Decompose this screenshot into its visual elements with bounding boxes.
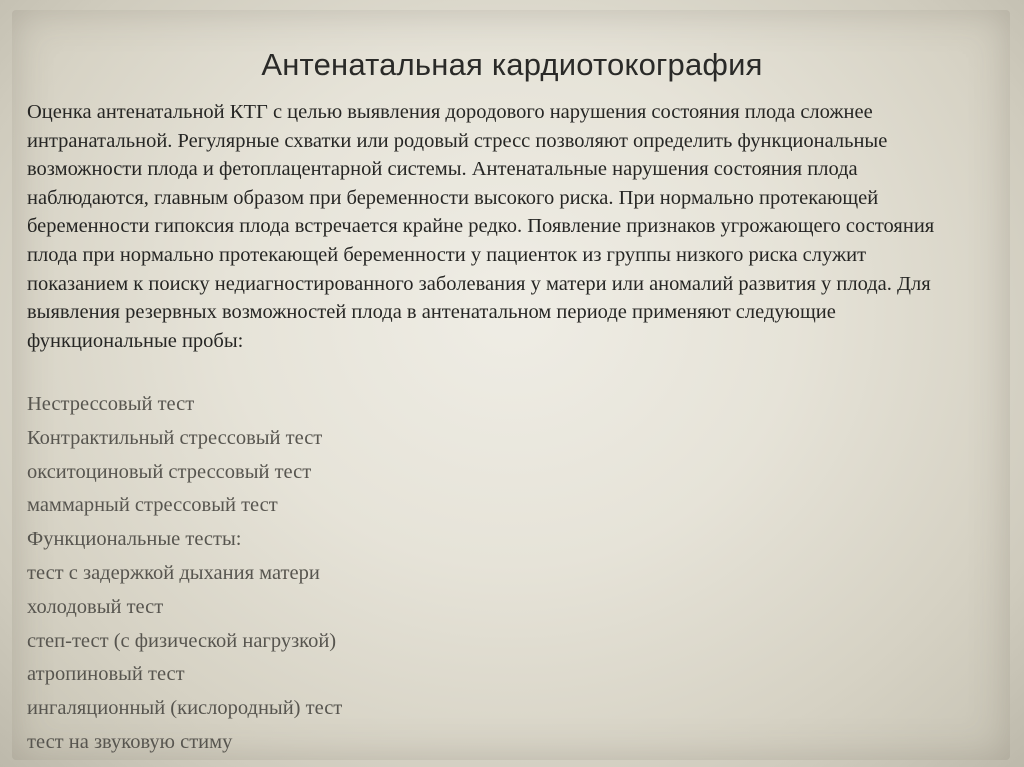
list-item: холодовый тест <box>27 595 164 618</box>
list-item: тест на звуковую стиму <box>27 730 233 753</box>
list-item: степ-тест (с физической нагрузкой) <box>27 629 337 652</box>
list-item: Контрактильный стрессовый тест <box>27 426 323 449</box>
list-item: тест с задержкой дыхания матери <box>27 561 320 584</box>
list-item: атропиновый тест <box>27 663 185 686</box>
list-item: окситоциновый стрессовый тест <box>27 460 312 483</box>
slide-paragraph: Оценка антенатальной КТГ с целью выявления дородового нарушения состояния плода сложнее интранатальной. Регулярные схватки или родовый стресс позволяют определить функциональные возможности плода и фетоплацентарной системы. Антенатальные нарушения состояния плода наблюдаются, главным образом при беременности высокого риска. При нормально протекающей беременности гипоксия плода встречается крайне редко. Появление признаков угрожающего состояния плода при нормально протекающей беременности у пациенток из группы низкого риска служит показанием к поиску недиагностированного заболевания у матери или аномалий развития у плода. Для выявления резервных возможностей плода в антенатальном периоде применяют следующие функциональные пробы: <box>27 101 935 352</box>
test-list <box>27 388 727 760</box>
list-item: Функциональные тесты: <box>27 528 242 551</box>
list-item: маммарный стрессовый тест <box>27 494 278 517</box>
list-item: ингаляционный (кислородный) тест <box>27 697 343 720</box>
slide-title: Антенатальная кардиотокография <box>261 47 763 82</box>
list-item: Нестрессовый тест <box>27 393 195 415</box>
